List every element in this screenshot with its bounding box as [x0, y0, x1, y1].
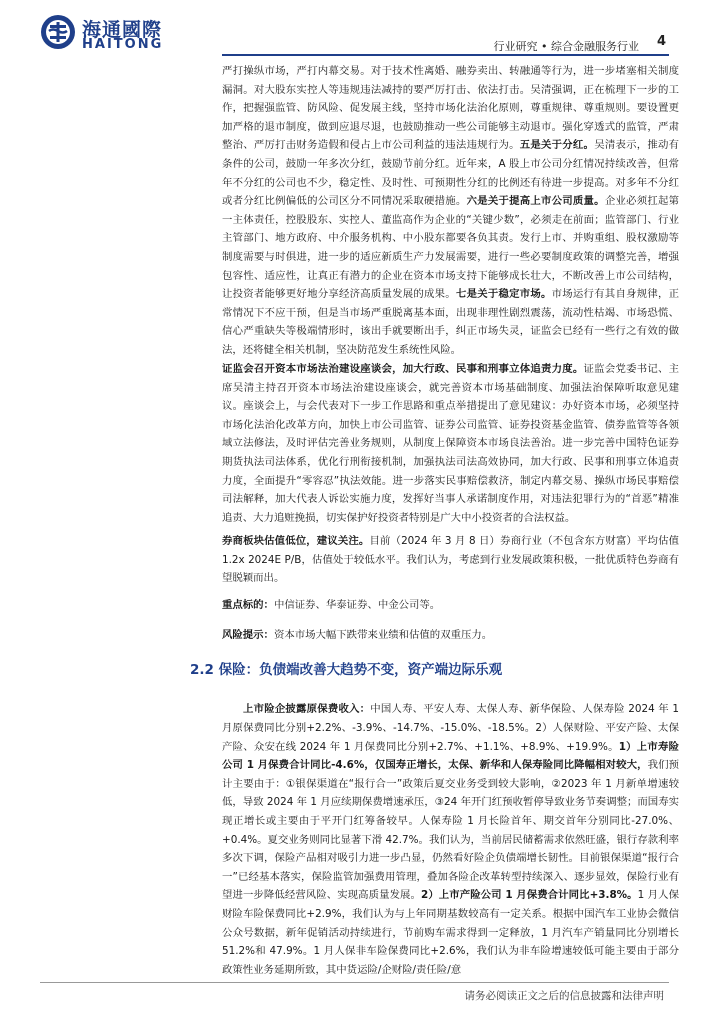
para1-text-2: 吴清表示，推动有条件的公司，鼓励一年多次分红，鼓励节前分红。近年来，A 股上市公司分红情况持续改善，但常年不分红的公司也不少，稳定性、及时性、可预期性分红的比例还有待进一步提高。对多年不分红或者分红比例偏低的公司区分不同情况采取硬措施。: [222, 139, 680, 208]
paragraph-key-targets: [222, 596, 679, 615]
para5-bold-heading: 风险提示：: [222, 629, 274, 641]
header-divider: [222, 54, 669, 56]
para1-text-4: 市场运行有其自身规律，正常情况下不应干预，但是当市场严重脱离基本面，出现非理性剧烈震荡，流动性枯竭、市场恐慌、信心严重缺失等极端情形时，该出手就要断出手，纠正市场失灵，证监会已经有一些行之有效的做法，还将健全相关机制，坚决防范发生系统性风险。: [222, 288, 679, 356]
section-title-insurance: 2.2 保险：负债端改善大趋势不变，资产端边际乐观: [190, 662, 503, 678]
para1-bold-quality: 六是关于提高上市公司质量。: [466, 195, 605, 208]
para6-text-2: 我们预计主要由于：①银保渠道在“报行合一”政策后夏交业务受到较大影响，②2023 年 1 月新单增速较低，导致 2024 年 1 月应续期保费增速承压，③24 年开门红预收暂停导致业务节奏调整；而国寿实现正增长或主要由于平开门红筹备较早。人保寿险 1 月长险首年、期交首年分别同比-27.0%、+0.4%。夏交业务则同比显著下滑 42.7%。我们认为，当前居民储蓄需求依然旺盛，银行存款利率多次下调，保险产品相对吸引力进一步凸显，仍然看好险企负债端增长韧性。目前银保渠道“报行合一”已经基本落实，保险监管加强费用管理，叠加各险企改革转型持续深入、逐步显效，保险行业有望进一步降低经营风险、实现高质量发展。: [222, 759, 680, 902]
logo-english-text: HAITONG: [82, 37, 164, 52]
para1-bold-stability: 七是关于稳定市场。: [455, 288, 552, 301]
para3-bold-heading: 券商板块估值低位，建议关注。: [222, 535, 370, 547]
paragraph-rule-of-law: [222, 360, 679, 527]
company-logo: [40, 14, 190, 50]
para1-text-3: 企业必须扛起第一主体责任，控股股东、实控人、董监高作为企业的“关键少数”，必须走在前面；监管部门、行业主管部门、地方政府、中介服务机构、中小股东都要各负其责。发行上市、并购重组、股权激励等制度需要与时俱进，进一步的适应新质生产力发展需要，进行一些必要制度政策的调整完善，增强包容性、适应性，让真正有潜力的企业在资本市场支持下能够成长壮大，不断改善上市公司结构，让投资者能够更好地分享经济高质量发展的成果。: [222, 195, 680, 301]
footer-disclaimer: 请务必阅读正文之后的信息披露和法律声明: [464, 990, 664, 1002]
para6-bold-life: 1）上市寿险公司 1 月保费合计同比-4.6%，仅国寿正增长，太保、新华和人保寿险同比降幅相对较大，: [222, 740, 679, 772]
para6-text-1: 中国人寿、平安人寿、太保人寿、新华保险、人保寿险 2024 年 1 月原保费同比分别+2.2%、-3.9%、-14.7%、-15.0%、-18.5%。2）人保财险、平安产险、太保产险、众安在线 2024 年 1 月保费同比分别+2.7%、+1.1%、+8.9%、+19.9%。: [222, 703, 679, 753]
page-number: 4: [656, 34, 666, 49]
para1-text-1: 严打操纵市场，严打内幕交易。对于技术性离婚、融券卖出、转融通等行为，进一步堵塞相关制度漏洞。对大股东实控人等违规违法减持的要严厉打击、依法打击。吴清强调，正在梳理下一步的工作，把握强监管、防风险、促发展主线，坚持市场化法治化原则，尊重规律、尊重规则。要设置更加严格的退市制度，做到应退尽退，也鼓励推动一些公司能够主动退市。强化穿透式的监管，严肃整治、严厉打击财务造假和侵占上市公司利益的违法违规行为。: [222, 65, 679, 152]
paragraph-valuation: [222, 532, 679, 588]
para1-bold-dividend: 五是关于分红。: [519, 139, 595, 152]
para5-text: 资本市场大幅下跌带来业绩和估值的双重压力。: [273, 629, 493, 641]
report-category: 行业研究 • 综合金融服务行业: [493, 40, 639, 53]
logo-chinese-text: 海通國際: [82, 19, 163, 41]
footer-divider: [40, 982, 669, 983]
para4-bold-heading: 重点标的：: [222, 599, 274, 611]
para6-bold-heading: 上市险企披露原保费收入：: [243, 703, 371, 716]
paragraph-risk-warning: [222, 626, 679, 645]
haitong-logo-icon: [40, 14, 76, 50]
para6-text-3: 1 月人保财险车险保费同比+2.9%，我们认为与上年同期基数较高有一定关系。根据中国汽车工业协会微信公众号数据，新年促销活动持续进行，节前购车需求得到一定释放，1 月汽车产销量同比分别增长 51.2%和 47.9%。1 月人保非车险保费同比+2.6%，我们认为非车险增速较低可能主要由于部分政策性业务延期所致，其中货运险/企财险/责任险/意: [222, 889, 679, 976]
para2-bold-heading: 证监会召开资本市场法治建设座谈会，加大行政、民事和刑事立体追责力度。: [222, 363, 584, 375]
paragraph-market-reform: [222, 62, 679, 360]
paragraph-insurance-premiums: [222, 690, 679, 990]
para2-text: 证监会党委书记、主席吴清主持召开资本市场法治建设座谈会，就完善资本市场基础制度、加强法治保障听取意见建议。座谈会上，与会代表对下一步工作思路和重点举措提出了意见建议：办好资本市场，必须坚持市场化法治化改革方向，加快上市公司监管、证券公司监管、证券投资基金监管、债券监管等各领域立法修法，及时评估完善业务规则，从制度上保障资本市场良法善治。进一步完善中国特色证券期货执法司法体系，优化行刑衔接机制，加强执法司法高效协同，加大行政、民事和刑事立体追责力度，全面提升“零容忍”执法效能。进一步落实民事赔偿救济，制定内幕交易、操纵市场民事赔偿司法解释，加大代表人诉讼实施力度，发挥好当事人承诺制度作用，对违法犯罪行为的“首恶”精准追责、大力追赃挽损，切实保护好投资者特别是广大中小投资者的合法权益。: [222, 363, 680, 524]
para4-text: 中信证券、华泰证券、中金公司等。: [273, 599, 441, 611]
para6-bold-property: 2）上市产险公司 1 月保费合计同比+3.8%。: [421, 889, 638, 902]
para3-text: 目前（2024 年 3 月 8 日）券商行业（不包含东方财富）平均估值 1.2x 2024E P/B，估值处于较低水平。我们认为，考虑到行业发展政策积极，一批优质特色券商有望脱颖而出。: [222, 535, 679, 585]
